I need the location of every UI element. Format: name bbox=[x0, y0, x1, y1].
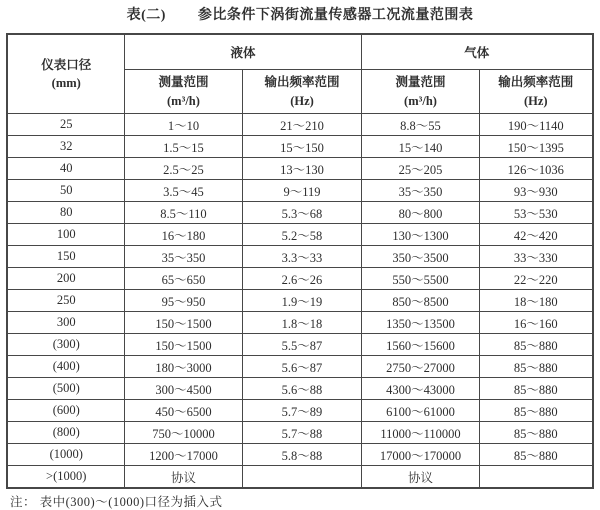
cell-gas-frequency-range: 85～880 bbox=[480, 422, 593, 444]
cell-gas-measure-range: 协议 bbox=[362, 466, 480, 489]
cell-gas-measure-range: 17000～170000 bbox=[362, 444, 480, 466]
table-number-label: 表(二) bbox=[126, 8, 166, 23]
cell-gas-frequency-range: 85～880 bbox=[480, 378, 593, 400]
cell-gas-measure-range: 550～5500 bbox=[362, 268, 480, 290]
table-row bbox=[7, 290, 592, 312]
cell-gas-frequency-range: 85～880 bbox=[480, 400, 593, 422]
cell-diameter: 40 bbox=[7, 158, 124, 180]
cell-liquid-frequency-range: 21～210 bbox=[242, 114, 361, 136]
header-liquid-frequency-label: 输出频率范围 bbox=[264, 75, 340, 90]
cell-gas-frequency-range: 190～1140 bbox=[480, 114, 593, 136]
header-gas-measure-unit: (m³/h) bbox=[404, 93, 437, 108]
cell-gas-frequency-range: 85～880 bbox=[480, 444, 593, 466]
cell-diameter: (600) bbox=[7, 400, 124, 422]
cell-liquid-frequency-range: 2.6～26 bbox=[242, 268, 361, 290]
header-diameter-label: 仪表口径 bbox=[41, 57, 92, 72]
table-body bbox=[7, 114, 592, 489]
table-row bbox=[7, 136, 592, 158]
table-row bbox=[7, 202, 592, 224]
cell-liquid-frequency-range: 13～130 bbox=[242, 158, 361, 180]
cell-gas-measure-range: 6100～61000 bbox=[362, 400, 480, 422]
cell-liquid-measure-range: 1200～17000 bbox=[124, 444, 242, 466]
header-liquid-frequency-unit: (Hz) bbox=[290, 93, 314, 108]
cell-gas-measure-range: 80～800 bbox=[362, 202, 480, 224]
flow-range-table bbox=[6, 33, 593, 489]
cell-gas-frequency-range: 42～420 bbox=[480, 224, 593, 246]
cell-diameter: 100 bbox=[7, 224, 124, 246]
cell-liquid-measure-range: 65～650 bbox=[124, 268, 242, 290]
header-gas-measure bbox=[362, 70, 480, 114]
cell-liquid-measure-range: 协议 bbox=[124, 466, 242, 489]
cell-gas-measure-range: 1350～13500 bbox=[362, 312, 480, 334]
cell-liquid-measure-range: 450～6500 bbox=[124, 400, 242, 422]
cell-gas-frequency-range: 53～530 bbox=[480, 202, 593, 224]
cell-gas-frequency-range: 126～1036 bbox=[480, 158, 593, 180]
cell-liquid-frequency-range: 5.3～68 bbox=[242, 202, 361, 224]
cell-diameter: 250 bbox=[7, 290, 124, 312]
table-row bbox=[7, 466, 592, 489]
cell-diameter: 200 bbox=[7, 268, 124, 290]
header-liquid-frequency bbox=[242, 70, 361, 114]
cell-liquid-measure-range: 95～950 bbox=[124, 290, 242, 312]
table-row bbox=[7, 224, 592, 246]
table-row bbox=[7, 180, 592, 202]
table-row bbox=[7, 268, 592, 290]
cell-gas-frequency-range bbox=[480, 466, 593, 489]
cell-diameter: 150 bbox=[7, 246, 124, 268]
cell-liquid-frequency-range: 15～150 bbox=[242, 136, 361, 158]
cell-diameter: (300) bbox=[7, 334, 124, 356]
footnote: 注： 表中(300)～(1000)口径为插入式 bbox=[10, 495, 223, 509]
cell-gas-measure-range: 11000～110000 bbox=[362, 422, 480, 444]
header-liquid-measure-label: 测量范围 bbox=[158, 75, 209, 90]
cell-liquid-measure-range: 300～4500 bbox=[124, 378, 242, 400]
cell-liquid-measure-range: 35～350 bbox=[124, 246, 242, 268]
cell-diameter: 25 bbox=[7, 114, 124, 136]
header-diameter-unit: (mm) bbox=[51, 76, 81, 90]
header-gas-frequency-label: 输出频率范围 bbox=[498, 75, 574, 90]
cell-diameter: (400) bbox=[7, 356, 124, 378]
cell-diameter: 50 bbox=[7, 180, 124, 202]
cell-liquid-measure-range: 180～3000 bbox=[124, 356, 242, 378]
table-row bbox=[7, 114, 592, 136]
cell-gas-measure-range: 4300～43000 bbox=[362, 378, 480, 400]
cell-liquid-frequency-range: 5.6～88 bbox=[242, 378, 361, 400]
page-title bbox=[0, 0, 600, 29]
cell-liquid-measure-range: 16～180 bbox=[124, 224, 242, 246]
table-row bbox=[7, 334, 592, 356]
cell-gas-frequency-range: 150～1395 bbox=[480, 136, 593, 158]
cell-gas-frequency-range: 18～180 bbox=[480, 290, 593, 312]
cell-gas-measure-range: 350～3500 bbox=[362, 246, 480, 268]
cell-gas-measure-range: 35～350 bbox=[362, 180, 480, 202]
header-liquid-measure bbox=[124, 70, 242, 114]
cell-liquid-frequency-range: 1.9～19 bbox=[242, 290, 361, 312]
cell-liquid-measure-range: 150～1500 bbox=[124, 334, 242, 356]
cell-diameter: 80 bbox=[7, 202, 124, 224]
cell-gas-measure-range: 1560～15600 bbox=[362, 334, 480, 356]
table-row bbox=[7, 246, 592, 268]
cell-liquid-measure-range: 750～10000 bbox=[124, 422, 242, 444]
table-row bbox=[7, 312, 592, 334]
cell-diameter: (500) bbox=[7, 378, 124, 400]
cell-liquid-measure-range: 1～10 bbox=[124, 114, 242, 136]
cell-liquid-frequency-range: 1.8～18 bbox=[242, 312, 361, 334]
cell-diameter: >(1000) bbox=[7, 466, 124, 489]
cell-liquid-measure-range: 8.5～110 bbox=[124, 202, 242, 224]
header-gas-frequency bbox=[480, 70, 593, 114]
table-row bbox=[7, 444, 592, 466]
cell-liquid-measure-range: 2.5～25 bbox=[124, 158, 242, 180]
cell-liquid-frequency-range: 5.7～89 bbox=[242, 400, 361, 422]
cell-liquid-measure-range: 1.5～15 bbox=[124, 136, 242, 158]
table-row bbox=[7, 158, 592, 180]
cell-gas-frequency-range: 16～160 bbox=[480, 312, 593, 334]
cell-liquid-frequency-range: 3.3～33 bbox=[242, 246, 361, 268]
cell-gas-frequency-range: 85～880 bbox=[480, 356, 593, 378]
header-group-liquid: 液体 bbox=[124, 34, 361, 70]
cell-gas-measure-range: 15～140 bbox=[362, 136, 480, 158]
header-liquid-measure-unit: (m³/h) bbox=[167, 93, 200, 108]
cell-gas-frequency-range: 33～330 bbox=[480, 246, 593, 268]
cell-diameter: 300 bbox=[7, 312, 124, 334]
cell-gas-frequency-range: 93～930 bbox=[480, 180, 593, 202]
header-gas-measure-label: 测量范围 bbox=[395, 75, 446, 90]
table-title-text: 参比条件下涡街流量传感器工况流量范围表 bbox=[197, 8, 474, 23]
header-group-gas: 气体 bbox=[362, 34, 593, 70]
header-diameter bbox=[7, 34, 124, 114]
cell-gas-measure-range: 8.8～55 bbox=[362, 114, 480, 136]
cell-liquid-frequency-range: 5.8～88 bbox=[242, 444, 361, 466]
cell-diameter: (1000) bbox=[7, 444, 124, 466]
cell-diameter: (800) bbox=[7, 422, 124, 444]
cell-gas-measure-range: 850～8500 bbox=[362, 290, 480, 312]
table-row bbox=[7, 422, 592, 444]
header-gas-frequency-unit: (Hz) bbox=[523, 93, 548, 108]
cell-liquid-frequency-range: 5.6～87 bbox=[242, 356, 361, 378]
cell-liquid-measure-range: 3.5～45 bbox=[124, 180, 242, 202]
cell-liquid-frequency-range: 9～119 bbox=[242, 180, 361, 202]
cell-gas-measure-range: 2750～27000 bbox=[362, 356, 480, 378]
cell-gas-frequency-range: 85～880 bbox=[480, 334, 593, 356]
cell-liquid-frequency-range: 5.5～87 bbox=[242, 334, 361, 356]
table-row bbox=[7, 356, 592, 378]
header-group-row bbox=[7, 34, 592, 70]
cell-liquid-measure-range: 150～1500 bbox=[124, 312, 242, 334]
table-row bbox=[7, 378, 592, 400]
cell-gas-measure-range: 25～205 bbox=[362, 158, 480, 180]
cell-gas-frequency-range: 22～220 bbox=[480, 268, 593, 290]
cell-liquid-frequency-range bbox=[242, 466, 361, 489]
cell-liquid-frequency-range: 5.2～58 bbox=[242, 224, 361, 246]
cell-liquid-frequency-range: 5.7～88 bbox=[242, 422, 361, 444]
cell-gas-measure-range: 130～1300 bbox=[362, 224, 480, 246]
table-row bbox=[7, 400, 592, 422]
cell-diameter: 32 bbox=[7, 136, 124, 158]
